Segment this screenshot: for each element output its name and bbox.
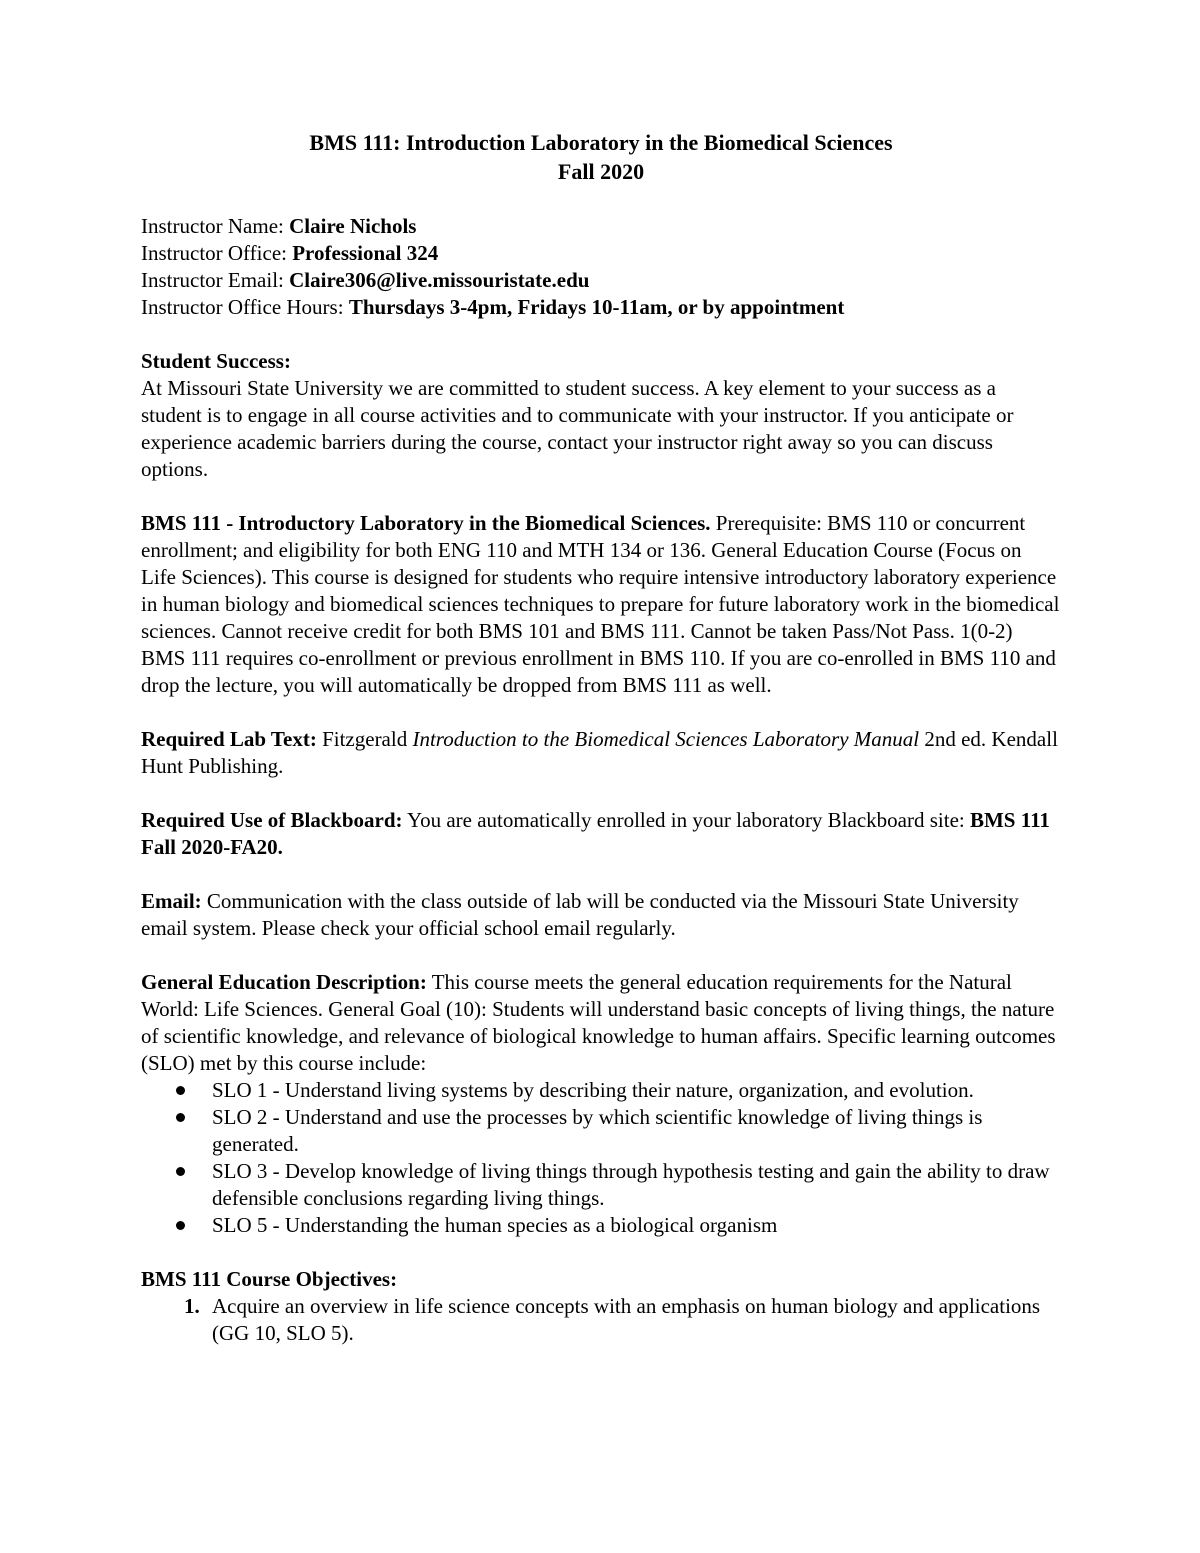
instructor-name-label: Instructor Name: [141, 214, 290, 238]
list-item [141, 1212, 1061, 1239]
course-description-heading: BMS 111 - Introductory Laboratory in the Biomedical Sciences. [141, 511, 711, 535]
instructor-office-line [141, 240, 1061, 267]
instructor-name-value: Claire Nichols [289, 214, 417, 238]
spacer [141, 780, 1061, 807]
bullet-icon [176, 1221, 185, 1230]
list-item [141, 1158, 1061, 1212]
instructor-office-value: Professional 324 [292, 241, 439, 265]
objectives-heading-text: BMS 111 Course Objectives: [141, 1267, 398, 1291]
blackboard-section [141, 807, 1061, 861]
bullet-icon [176, 1086, 185, 1095]
list-item [141, 1077, 1061, 1104]
lab-text-edition: 2nd ed. Kendall Hunt Publishing. [141, 727, 1058, 778]
objective-number: 1. [184, 1294, 200, 1318]
slo-text: SLO 2 - Understand and use the processes by which scientific knowledge of living things is generated. [212, 1105, 983, 1156]
bullet-icon [176, 1167, 185, 1176]
instructor-email-line [141, 267, 1061, 294]
slo-list [141, 1077, 1061, 1239]
course-title: BMS 111: Introduction Laboratory in the Biomedical Sciences [309, 130, 893, 155]
email-heading: Email: [141, 889, 202, 913]
student-success-body: At Missouri State University we are committed to student success. A key element to your success as a student is to engage in all course activities and to communicate with your instructor. If you anticipate or experience academic barriers during the course, contact your instructor right away so you can discuss options. [141, 376, 1014, 481]
slo-text: SLO 3 - Develop knowledge of living things through hypothesis testing and gain the ability to draw defensible conclusions regarding living things. [212, 1159, 1050, 1210]
course-term: Fall 2020 [557, 159, 645, 184]
gen-ed-body: This course meets the general education requirements for the Natural World: Life Sciences. General Goal (10): Students will understand basic concepts of living things, the nature of scientific knowledge, and relevance of biological knowledge to human affairs. Specific learning outcomes (SLO) met by this course include: [141, 970, 1056, 1075]
objectives-heading [141, 1266, 1061, 1293]
spacer [141, 942, 1061, 969]
course-description-body: Prerequisite: BMS 110 or concurrent enrollment; and eligibility for both ENG 110 and MTH 134 or 136. General Education Course (Focus on Life Sciences). This course is designed for students who require intensive introductory laboratory experience in human biology and biomedical sciences techniques to prepare for future laboratory work in the biomedical sciences. Cannot receive credit for both BMS 101 and BMS 111. Cannot be taken Pass/Not Pass. 1(0-2) BMS 111 requires co-enrollment or previous enrollment in BMS 110. If you are co-enrolled in BMS 110 and drop the lecture, you will automatically be dropped from BMS 111 as well. [141, 511, 1060, 697]
instructor-hours-value: Thursdays 3-4pm, Fridays 10-11am, or by appointment [348, 295, 845, 319]
course-description [141, 510, 1061, 699]
bullet-icon [176, 1113, 185, 1122]
blackboard-heading: Required Use of Blackboard: [141, 808, 403, 832]
slo-text: SLO 5 - Understanding the human species as a biological organism [212, 1213, 778, 1237]
lab-text-section [141, 726, 1061, 780]
spacer [141, 483, 1061, 510]
list-item [141, 1293, 1061, 1347]
spacer [141, 186, 1061, 213]
objectives-list [141, 1293, 1061, 1347]
spacer [141, 321, 1061, 348]
spacer [141, 699, 1061, 726]
blackboard-site: BMS 111 Fall 2020-FA20. [141, 808, 1050, 859]
lab-text-author: Fitzgerald [316, 727, 413, 751]
instructor-hours-label: Instructor Office Hours: [141, 295, 349, 319]
lab-text-book-title: Introduction to the Biomedical Sciences Laboratory Manual [412, 727, 920, 751]
lab-text-heading: Required Lab Text: [141, 727, 317, 751]
instructor-name-line [141, 213, 1061, 240]
student-success-heading-text: Student Success: [141, 349, 291, 373]
instructor-office-label: Instructor Office: [141, 241, 293, 265]
instructor-email-value: Claire306@live.missouristate.edu [289, 268, 590, 292]
instructor-hours-line [141, 294, 1061, 321]
student-success-heading [141, 348, 1061, 375]
instructor-email-label: Instructor Email: [141, 268, 290, 292]
spacer [141, 1239, 1061, 1266]
email-body: Communication with the class outside of lab will be conducted via the Missouri State University email system. Please check your official school email regularly. [141, 889, 1019, 940]
list-item [141, 1104, 1061, 1158]
slo-text: SLO 1 - Understand living systems by describing their nature, organization, and evolution. [212, 1078, 974, 1102]
objective-text: Acquire an overview in life science concepts with an emphasis on human biology and applications (GG 10, SLO 5). [212, 1294, 1041, 1345]
spacer [141, 861, 1061, 888]
gen-ed-heading: General Education Description: [141, 970, 427, 994]
blackboard-body: You are automatically enrolled in your laboratory Blackboard site: [402, 808, 970, 832]
document-content [141, 128, 1061, 1347]
email-section [141, 888, 1061, 942]
gen-ed-section [141, 969, 1061, 1077]
